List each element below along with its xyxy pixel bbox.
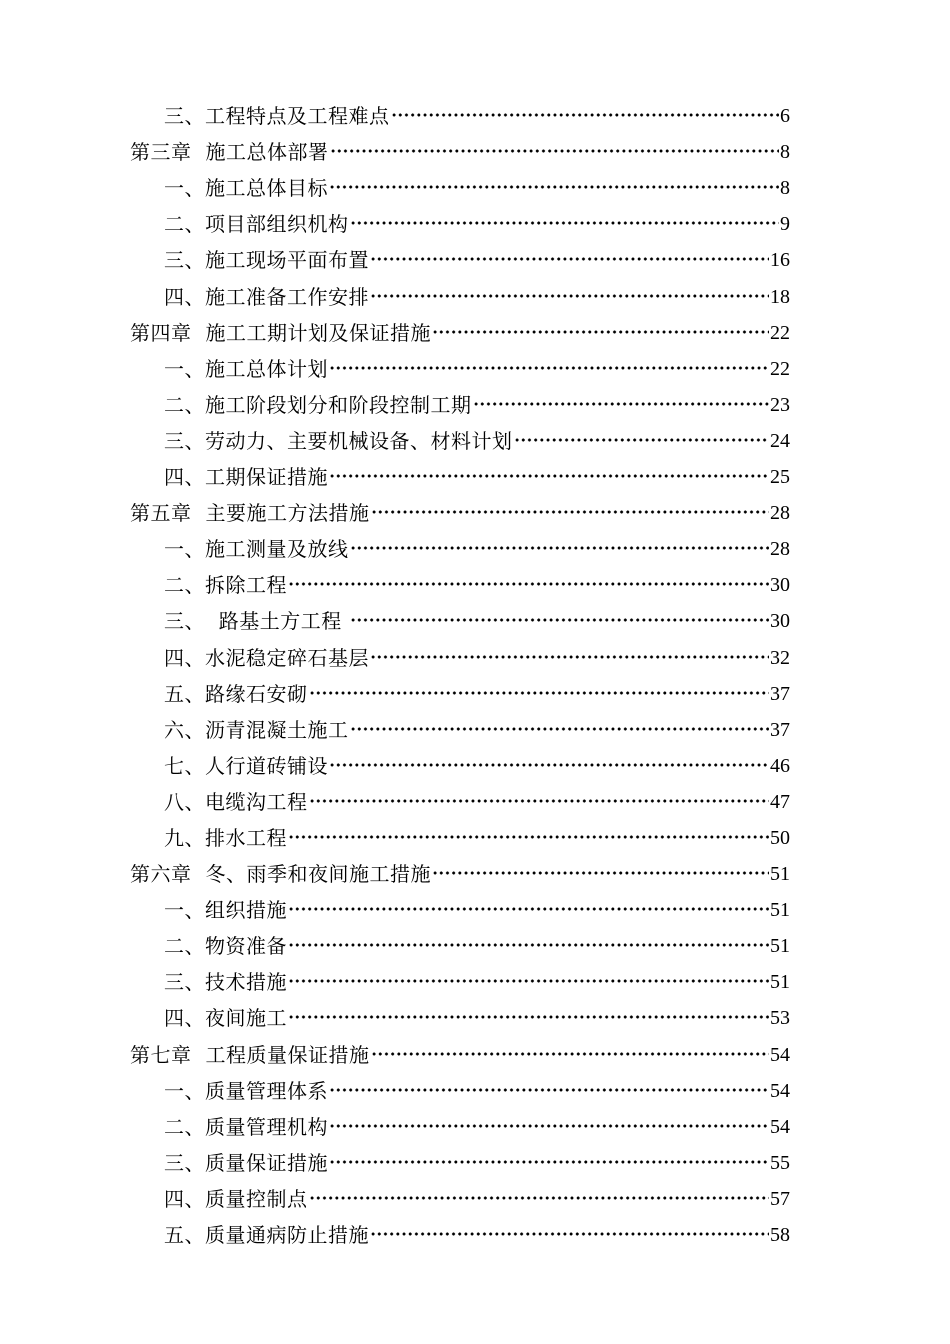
toc-section-entry[interactable] — [130, 417, 790, 453]
toc-entry-text: 路基土方工程 — [205, 609, 349, 634]
toc-page-number: 54 — [770, 1115, 790, 1138]
toc-entry-text: 劳动力、主要机械设备、材料计划 — [205, 428, 513, 453]
toc-page-number: 6 — [780, 105, 790, 128]
toc-entry-number: 一、 — [164, 356, 205, 381]
toc-entry-title — [130, 862, 431, 886]
toc-entry-title — [164, 1079, 328, 1103]
toc-dot-leader — [371, 505, 770, 519]
toc-entry-title — [164, 429, 513, 453]
toc-section-entry[interactable] — [130, 200, 790, 236]
toc-page-number: 9 — [780, 213, 790, 236]
toc-entry-number: 三、 — [164, 970, 205, 995]
toc-entry-text: 施工总体部署 — [205, 140, 329, 165]
toc-dot-leader — [329, 1155, 769, 1169]
toc-entry-number: 三、 — [164, 248, 205, 273]
toc-entry-number: 二、 — [164, 1114, 205, 1139]
toc-page-number: 24 — [770, 429, 790, 452]
toc-entry-text: 沥青混凝土施工 — [205, 717, 349, 742]
toc-entry-number: 三、 — [164, 609, 205, 634]
toc-dot-leader — [329, 758, 769, 772]
toc-dot-leader — [350, 613, 769, 627]
toc-section-entry[interactable] — [130, 272, 790, 308]
toc-entry-text: 工期保证措施 — [205, 465, 328, 490]
toc-entry-number: 一、 — [164, 537, 205, 562]
toc-entry-number: 第五章 — [130, 501, 192, 526]
toc-page-number: 51 — [770, 971, 790, 994]
toc-entry-number: 二、 — [164, 573, 205, 598]
toc-page-number: 30 — [770, 574, 790, 597]
toc-page-number: 25 — [770, 466, 790, 489]
toc-entry-number: 七、 — [164, 753, 205, 778]
toc-entry-number: 二、 — [164, 392, 205, 417]
toc-dot-leader — [288, 902, 769, 916]
toc-page-number: 37 — [770, 718, 790, 741]
toc-entry-text: 排水工程 — [205, 825, 287, 850]
toc-section-entry[interactable] — [130, 706, 790, 742]
toc-entry-title — [164, 754, 328, 778]
toc-entry-number: 四、 — [164, 645, 205, 670]
toc-entry-text: 人行道砖铺设 — [205, 753, 328, 778]
toc-dot-leader — [371, 1047, 770, 1061]
toc-page-number: 58 — [770, 1224, 790, 1246]
toc-entry-text: 工程特点及工程难点 — [205, 104, 390, 129]
toc-entry-title — [164, 934, 287, 958]
toc-entry-text: 电缆沟工程 — [205, 789, 308, 814]
toc-section-entry[interactable] — [130, 1211, 790, 1247]
toc-entry-text: 主要施工方法措施 — [205, 501, 370, 526]
toc-entry-title — [130, 1043, 370, 1067]
toc-entry-number: 六、 — [164, 717, 205, 742]
toc-dot-leader — [432, 325, 769, 339]
toc-dot-leader — [473, 397, 770, 411]
toc-entry-title — [164, 718, 349, 742]
toc-page-number: 55 — [770, 1151, 790, 1174]
toc-entry-text: 质量保证措施 — [205, 1150, 328, 1175]
toc-entry-number: 第七章 — [130, 1042, 192, 1067]
toc-entry-text: 施工工期计划及保证措施 — [205, 320, 431, 345]
toc-entry-number: 二、 — [164, 212, 205, 237]
toc-entry-text: 路缘石安砌 — [205, 681, 308, 706]
toc-entry-text: 质量控制点 — [205, 1186, 308, 1211]
toc-page-number: 8 — [780, 177, 790, 200]
toc-entry-title — [164, 573, 287, 597]
toc-entry-title — [164, 1151, 328, 1175]
toc-section-entry[interactable] — [130, 345, 790, 381]
toc-entry-number: 一、 — [164, 1078, 205, 1103]
toc-page-number: 8 — [780, 141, 790, 164]
toc-section-entry[interactable] — [130, 814, 790, 850]
table-of-contents — [130, 92, 790, 1247]
toc-page-number: 28 — [770, 502, 790, 525]
toc-entry-title — [164, 537, 349, 561]
toc-section-entry[interactable] — [130, 525, 790, 561]
toc-entry-number: 四、 — [164, 284, 205, 309]
toc-section-entry[interactable] — [130, 1139, 790, 1175]
toc-page-number: 54 — [770, 1043, 790, 1066]
toc-page-number: 50 — [770, 826, 790, 849]
toc-dot-leader — [370, 650, 769, 664]
toc-chapter-entry[interactable] — [130, 850, 790, 886]
toc-entry-number: 五、 — [164, 1223, 205, 1247]
toc-dot-leader — [370, 1227, 769, 1241]
toc-entry-text: 水泥稳定碎石基层 — [205, 645, 369, 670]
toc-dot-leader — [329, 469, 769, 483]
toc-dot-leader — [350, 541, 770, 555]
toc-section-entry[interactable] — [130, 922, 790, 958]
toc-section-entry[interactable] — [130, 453, 790, 489]
toc-entry-text: 施工阶段划分和阶段控制工期 — [205, 392, 472, 417]
toc-page-number: 22 — [770, 321, 790, 344]
toc-dot-leader — [330, 144, 780, 158]
toc-entry-text: 技术措施 — [205, 970, 287, 995]
toc-section-entry[interactable] — [130, 597, 790, 633]
toc-entry-title — [164, 609, 349, 633]
toc-dot-leader — [288, 1010, 769, 1024]
toc-chapter-entry[interactable] — [130, 309, 790, 345]
toc-dot-leader — [288, 938, 769, 952]
toc-entry-text: 施工准备工作安排 — [205, 284, 369, 309]
toc-entry-number: 三、 — [164, 1150, 205, 1175]
toc-entry-text: 施工测量及放线 — [205, 537, 349, 562]
toc-dot-leader — [514, 433, 770, 447]
toc-section-entry[interactable] — [130, 994, 790, 1030]
toc-section-entry[interactable] — [130, 670, 790, 706]
toc-section-entry[interactable] — [130, 778, 790, 814]
toc-entry-text: 施工现场平面布置 — [205, 248, 369, 273]
toc-section-entry[interactable] — [130, 164, 790, 200]
toc-entry-number: 四、 — [164, 1186, 205, 1211]
toc-entry-text: 质量通病防止措施 — [205, 1223, 369, 1247]
toc-entry-title — [164, 1115, 328, 1139]
toc-entry-number: 第四章 — [130, 320, 192, 345]
toc-entry-text: 拆除工程 — [205, 573, 287, 598]
toc-chapter-entry[interactable] — [130, 489, 790, 525]
toc-section-entry[interactable] — [130, 958, 790, 994]
toc-section-entry[interactable] — [130, 92, 790, 128]
toc-section-entry[interactable] — [130, 381, 790, 417]
toc-entry-title — [164, 248, 369, 272]
toc-dot-leader — [350, 216, 780, 230]
toc-dot-leader — [329, 180, 779, 194]
toc-entry-text: 质量管理机构 — [205, 1114, 328, 1139]
toc-entry-number: 三、 — [164, 428, 205, 453]
toc-page-number: 54 — [770, 1079, 790, 1102]
toc-entry-title — [164, 104, 390, 128]
toc-page-number: 22 — [770, 357, 790, 380]
toc-entry-title — [164, 790, 308, 814]
toc-entry-text: 项目部组织机构 — [205, 212, 349, 237]
toc-section-entry[interactable] — [130, 742, 790, 778]
toc-entry-title — [164, 682, 308, 706]
toc-entry-number: 一、 — [164, 898, 205, 923]
toc-dot-leader — [288, 830, 769, 844]
toc-section-entry[interactable] — [130, 1175, 790, 1211]
toc-entry-number: 一、 — [164, 176, 205, 201]
toc-entry-text: 施工总体目标 — [205, 176, 328, 201]
toc-page-number: 57 — [770, 1187, 790, 1210]
toc-entry-text: 夜间施工 — [205, 1006, 287, 1031]
toc-entry-text: 施工总体计划 — [205, 356, 328, 381]
toc-entry-title — [164, 1006, 287, 1030]
toc-chapter-entry[interactable] — [130, 128, 790, 164]
toc-entry-title — [130, 501, 370, 525]
toc-entry-title — [164, 212, 349, 236]
toc-page-number: 32 — [770, 646, 790, 669]
toc-page-number: 16 — [770, 249, 790, 272]
toc-entry-title — [164, 357, 328, 381]
toc-entry-title — [164, 176, 328, 200]
toc-entry-title — [130, 140, 329, 164]
toc-dot-leader — [370, 289, 769, 303]
toc-dot-leader — [309, 1191, 770, 1205]
toc-entry-text: 冬、雨季和夜间施工措施 — [205, 862, 431, 887]
toc-page-number: 30 — [770, 610, 790, 633]
toc-entry-number: 五、 — [164, 681, 205, 706]
toc-page-number: 47 — [770, 790, 790, 813]
toc-page-number: 51 — [770, 863, 790, 886]
toc-dot-leader — [329, 1083, 769, 1097]
toc-entry-title — [164, 970, 287, 994]
toc-dot-leader — [329, 1119, 769, 1133]
toc-section-entry[interactable] — [130, 236, 790, 272]
toc-entry-number: 第三章 — [130, 140, 192, 165]
toc-entry-text: 质量管理体系 — [205, 1078, 328, 1103]
toc-entry-title — [164, 1187, 308, 1211]
toc-page-number: 51 — [770, 935, 790, 958]
toc-page-number: 23 — [770, 393, 790, 416]
toc-entry-text: 物资准备 — [205, 934, 287, 959]
toc-entry-number: 八、 — [164, 789, 205, 814]
toc-entry-text: 工程质量保证措施 — [205, 1042, 370, 1067]
toc-dot-leader — [391, 108, 780, 122]
toc-dot-leader — [309, 794, 770, 808]
toc-entry-title — [164, 646, 369, 670]
toc-entry-title — [164, 898, 287, 922]
toc-page-number: 53 — [770, 1007, 790, 1030]
toc-page-number: 18 — [770, 285, 790, 308]
toc-dot-leader — [288, 577, 769, 591]
toc-entry-title — [164, 1223, 369, 1247]
toc-entry-number: 九、 — [164, 825, 205, 850]
toc-entry-number: 二、 — [164, 934, 205, 959]
toc-entry-number: 第六章 — [130, 862, 192, 887]
toc-dot-leader — [329, 361, 769, 375]
toc-dot-leader — [309, 686, 770, 700]
toc-entry-text: 组织措施 — [205, 898, 287, 923]
toc-page-number: 37 — [770, 682, 790, 705]
toc-section-entry[interactable] — [130, 1103, 790, 1139]
toc-dot-leader — [432, 866, 769, 880]
toc-chapter-entry[interactable] — [130, 1030, 790, 1066]
toc-page-number: 51 — [770, 899, 790, 922]
toc-dot-leader — [350, 722, 770, 736]
toc-section-entry[interactable] — [130, 886, 790, 922]
toc-dot-leader — [370, 252, 769, 266]
toc-page-number: 28 — [770, 538, 790, 561]
toc-entry-number: 三、 — [164, 104, 205, 129]
toc-entry-title — [164, 285, 369, 309]
toc-entry-title — [164, 826, 287, 850]
toc-dot-leader — [288, 974, 769, 988]
toc-section-entry[interactable] — [130, 633, 790, 669]
toc-entry-number: 四、 — [164, 465, 205, 490]
toc-entry-number: 四、 — [164, 1006, 205, 1031]
toc-entry-title — [164, 465, 328, 489]
toc-entry-title — [130, 321, 431, 345]
toc-section-entry[interactable] — [130, 1067, 790, 1103]
toc-page-number: 46 — [770, 754, 790, 777]
toc-entry-title — [164, 393, 472, 417]
toc-section-entry[interactable] — [130, 561, 790, 597]
